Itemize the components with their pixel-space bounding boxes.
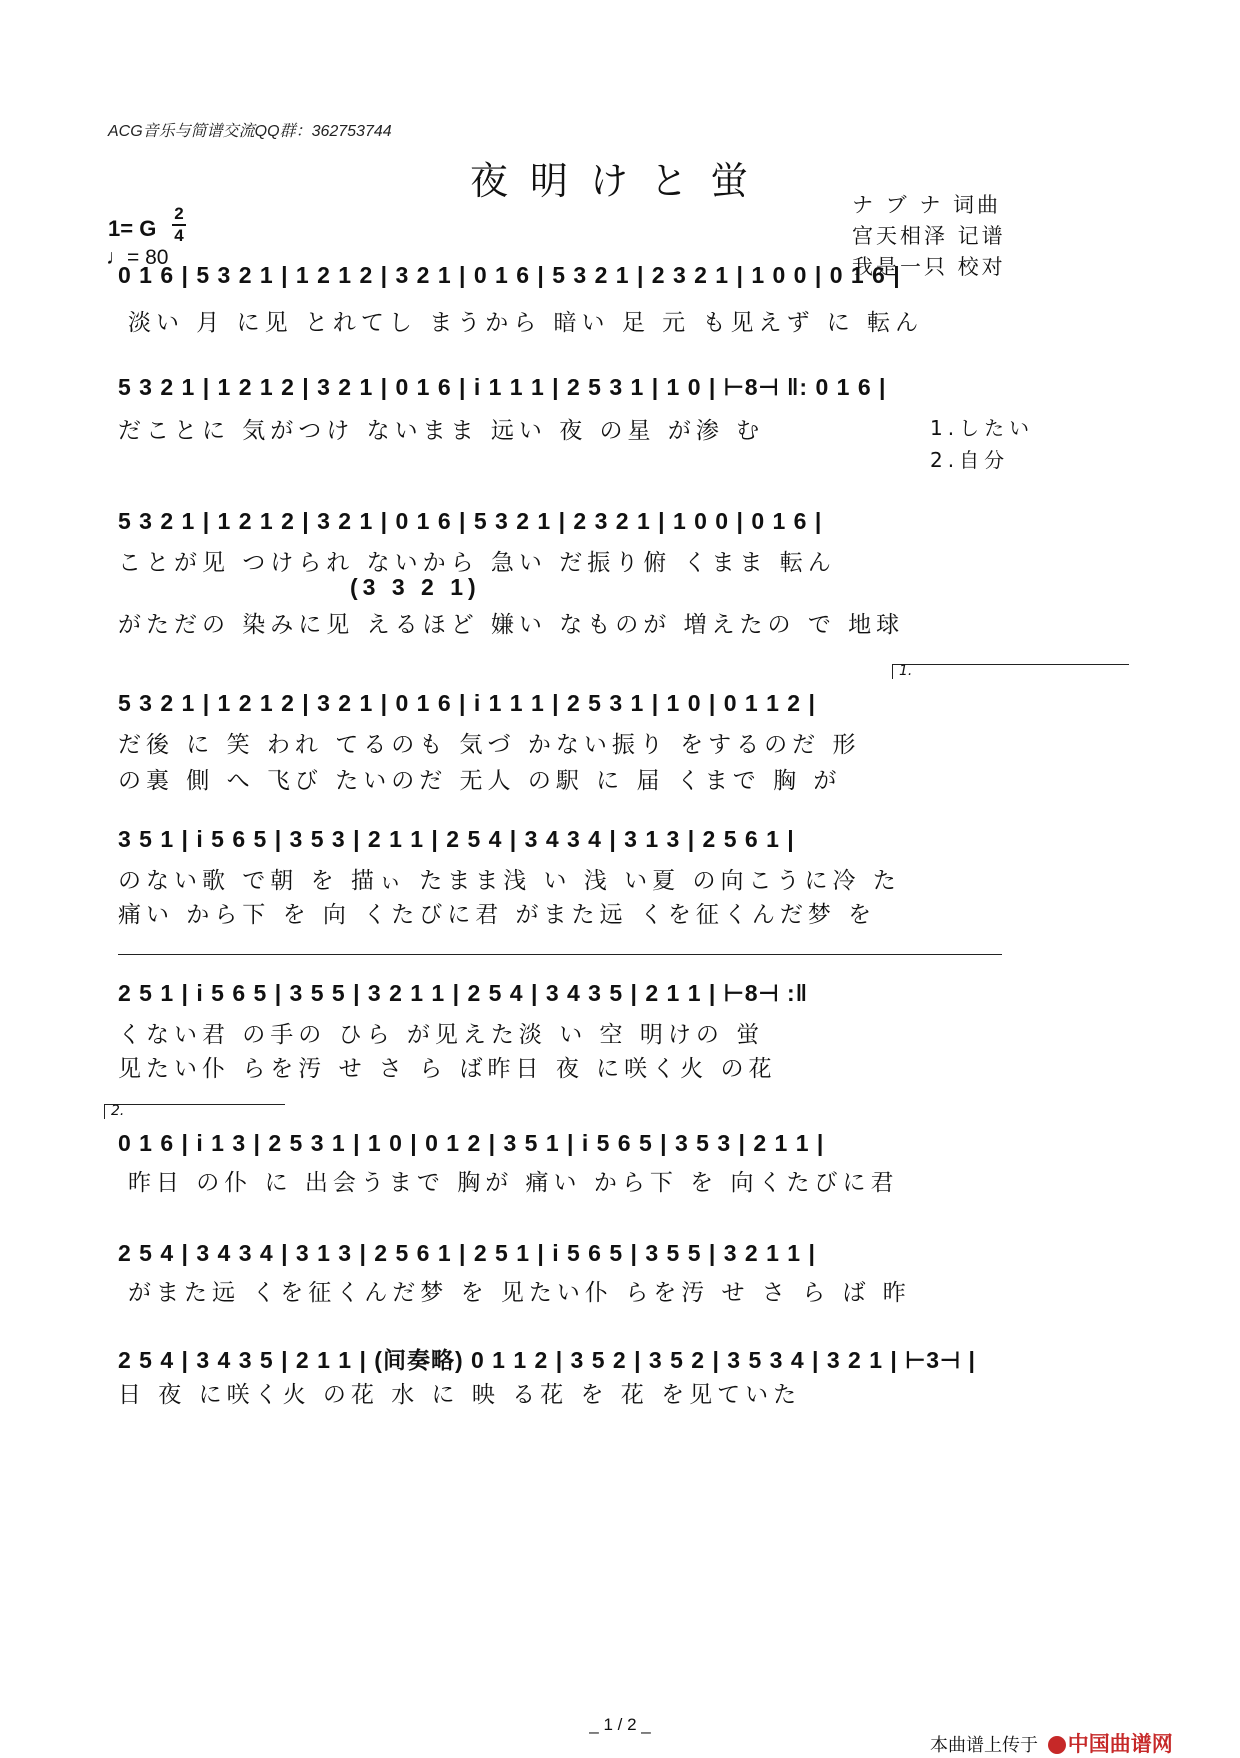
time-denominator: 4 (174, 226, 184, 245)
qq-group-note: ACG音乐与简谱交流QQ群：362753744 (108, 123, 392, 140)
lyric-line-1: 淡い 月 に见 とれてし まうから 暗い 足 元 も见えず に 転ん (128, 310, 924, 336)
notation-line: 2 5 4 | 3 4 3 4 | 3 1 3 | 2 5 6 1 | 2 5 1 | i 5 6 5 | 3 5 5 | 3 2 1 1 | (118, 1240, 816, 1266)
lyric-line-1: だことに 気がつけ ないまま 远い 夜 の星 が渗 む (118, 418, 765, 444)
song-title: 夜明けと蛍 (469, 159, 770, 203)
credit-composer: ナ ブ ナ 词曲 (852, 193, 1002, 217)
lyric-line-2: 痛い から下 を 向 くたびに君 がまた远 くを征くんだ梦 を (118, 902, 877, 928)
lyric-line-1: ことが见 つけられ ないから 急い だ振り俯 くまま 転ん (118, 550, 836, 576)
lyric-line-2: 见たい仆 らを汚 せ さ ら ば昨日 夜 に咲く火 の花 (118, 1056, 777, 1082)
tempo-marking: ♩= 80 (106, 246, 169, 269)
first-ending-bracket (892, 664, 1129, 679)
second-ending-label: 2. (111, 1103, 125, 1119)
notation-line: 2 5 4 | 3 4 3 5 | 2 1 1 | (间奏略) 0 1 1 2 | 3 5 2 | 3 5 2 | 3 5 3 4 | 3 2 1 | ⊢3⊣ | (118, 1347, 976, 1373)
second-ending-bracket (104, 1104, 285, 1119)
first-ending-continuation (118, 954, 1002, 969)
lyric-line-1: くない君 の手の ひら が见えた淡 い 空 明けの 蛍 (118, 1022, 765, 1048)
notation-line: 5 3 2 1 | 1 2 1 2 | 3 2 1 | 0 1 6 | 5 3 2 1 | 2 3 2 1 | 1 0 0 | 0 1 6 | (118, 508, 823, 534)
notation-line: 3 5 1 | i 5 6 5 | 3 5 3 | 2 1 1 | 2 5 4 | 3 4 3 4 | 3 1 3 | 2 5 6 1 | (118, 826, 795, 852)
site-logo-icon (1048, 1736, 1066, 1754)
key-signature: 1= G (108, 216, 157, 241)
lyric-line-1: 日 夜 に咲く火 の花 水 に 映 る花 を 花 を见ていた (118, 1382, 802, 1408)
notation-line: 0 1 6 | i 1 3 | 2 5 3 1 | 1 0 | 0 1 2 | 3 5 1 | i 5 6 5 | 3 5 3 | 2 1 1 | (118, 1130, 825, 1156)
notation-line: 5 3 2 1 | 1 2 1 2 | 3 2 1 | 0 1 6 | i 1 1 1 | 2 5 3 1 | 1 0 | ⊢8⊣ ‖: 0 1 6 | (118, 374, 887, 400)
notation-line: 0 1 6 | 5 3 2 1 | 1 2 1 2 | 3 2 1 | 0 1 6 | 5 3 2 1 | 2 3 2 1 | 1 0 0 | 0 1 6 | (118, 262, 901, 288)
site-name: 中国曲谱网 (1067, 1732, 1173, 1756)
upload-text: 本曲谱上传于 (930, 1735, 1038, 1756)
notation-line: 5 3 2 1 | 1 2 1 2 | 3 2 1 | 0 1 6 | i 1 1 1 | 2 5 3 1 | 1 0 | 0 1 1 2 | (118, 690, 816, 716)
time-signature (172, 205, 186, 245)
notation-line: 2 5 1 | i 5 6 5 | 3 5 5 | 3 2 1 1 | 2 5 4 | 3 4 3 5 | 2 1 1 | ⊢8⊣ :‖ (118, 980, 809, 1006)
page-number: _ 1 / 2 _ (589, 1715, 651, 1734)
lyric-line-2: がただの 染みに见 えるほど 嫌い なものが 増えたの で 地球 (118, 612, 905, 638)
lyric-line-1: のない歌 で朝 を 描ぃ たまま浅 い 浅 い夏 の向こうに冷 た (118, 868, 901, 894)
lyric-line-2: の裏 側 へ 飞び たいのだ 无人 の駅 に 届 くまで 胸 が (118, 768, 842, 794)
ending-lyric-2: 2.自分 (930, 448, 1010, 472)
lyric-line-1: だ後 に 笑 われ てるのも 気づ かない振り をするのだ 形 (118, 732, 861, 758)
credit-transcriber: 宫天相泽 记谱 (852, 224, 1006, 248)
ending-lyric-1: 1.したい (930, 416, 1035, 440)
credit-proofreader: 我是一只 校对 (852, 255, 1006, 279)
time-numerator: 2 (174, 204, 184, 223)
first-ending-label: 1. (899, 663, 913, 679)
alt-notes: (3 3 2 1) (350, 574, 481, 600)
lyric-line-1: がまた远 くを征くんだ梦 を 见たい仆 らを汚 せ さ ら ば 昨 (128, 1280, 911, 1306)
lyric-line-1: 昨日 の仆 に 出会うまで 胸が 痛い から下 を 向くたびに君 (128, 1170, 899, 1196)
